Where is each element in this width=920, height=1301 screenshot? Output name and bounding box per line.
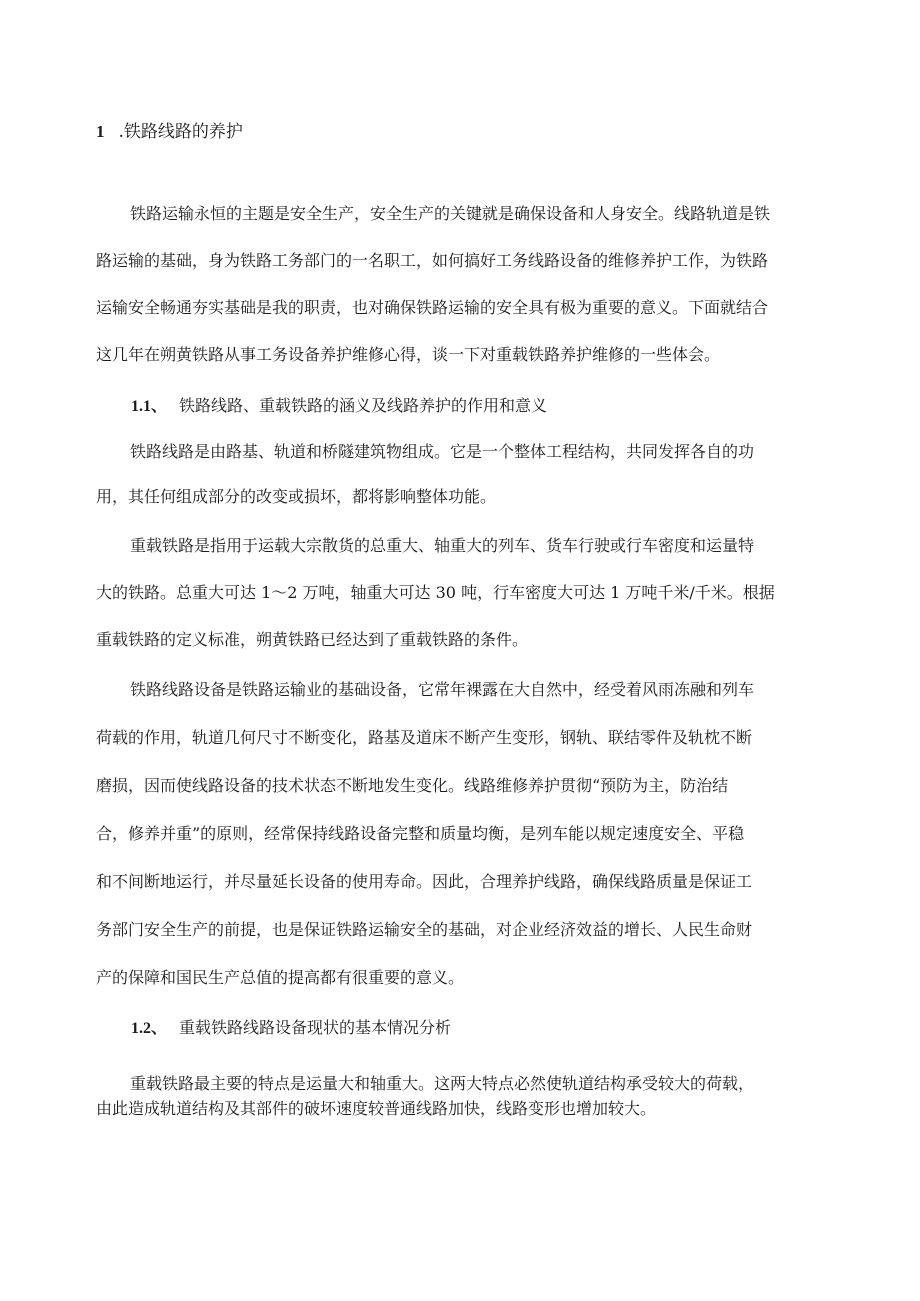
section-heading-1 <box>96 122 243 142</box>
text-line: 和不间断地运行，并尽量延长设备的使用寿命。因此，合理养护线路，确保线路质量是保证工 <box>96 872 753 891</box>
text-line: 合，修养并重”的原则，经常保持线路设备完整和质量均衡，是列车能以规定速度安全、平稳 <box>96 824 745 843</box>
text-line: 铁路运输永恒的主题是安全生产，安全生产的关键就是确保设备和人身安全。线路轨道是铁 <box>130 204 771 223</box>
section-title: 重载铁路线路设备现状的基本情况分析 <box>179 1018 452 1037</box>
section-heading-1-1 <box>131 396 547 417</box>
text-line: 务部门安全生产的前提，也是保证铁路运输安全的基础，对企业经济效益的增长、人民生命财 <box>96 920 753 939</box>
heading-number: 1 <box>96 122 105 141</box>
text-line: 路运输的基础，身为铁路工务部门的一名职工，如何搞好工务线路设备的维修养护工作，为铁路 <box>96 251 769 270</box>
text-line: 这几年在朔黄铁路从事工务设备养护维修心得，谈一下对重载铁路养护维修的一些体会。 <box>96 345 721 364</box>
text-line: 由此造成轨道结构及其部件的破坏速度较普通线路加快，线路变形也增加较大。 <box>96 1099 657 1118</box>
text-line: 重载铁路最主要的特点是运量大和轴重大。这两大特点必然使轨道结构承受较大的荷载， <box>130 1074 755 1093</box>
section-number: 1.1、 <box>131 398 168 415</box>
text-line: 磨损，因而使线路设备的技术状态不断地发生变化。线路维修养护贯彻“预防为主，防治结 <box>96 776 729 795</box>
text-line: 铁路线路是由路基、轨道和桥隧建筑物组成。它是一个整体工程结构，共同发挥各自的功 <box>130 442 755 461</box>
text-line: 用，其任何组成部分的改变或损坏，都将影响整体功能。 <box>96 487 497 506</box>
text-line: 运输安全畅通夯实基础是我的职责，也对确保铁路运输的安全具有极为重要的意义。下面就结合 <box>96 298 769 317</box>
text-line: 铁路线路设备是铁路运输业的基础设备，它常年裸露在大自然中，经受着风雨冻融和列车 <box>130 680 755 699</box>
text-line: 重载铁路的定义标准，朔黄铁路已经达到了重载铁路的条件。 <box>96 630 529 649</box>
text-line: 大的铁路。总重大可达 1～2 万吨，轴重大可达 30 吨，行车密度大可达 1 万吨千米/千米。根据 <box>96 583 775 602</box>
text-line: 产的保障和国民生产总值的提高都有很重要的意义。 <box>96 968 465 987</box>
text-line: 荷载的作用，轨道几何尺寸不断变化，路基及道床不断产生变形，钢轨、联结零件及轨枕不断 <box>96 728 753 747</box>
section-title: 铁路线路、重载铁路的涵义及线路养护的作用和意义 <box>179 396 548 415</box>
text-line: 重载铁路是指用于运载大宗散货的总重大、轴重大的列车、货车行驶或行车密度和运量特 <box>130 536 755 555</box>
heading-title: .铁路线路的养护 <box>118 122 243 142</box>
section-number: 1.2、 <box>131 1020 168 1037</box>
section-heading-1-2 <box>131 1018 451 1039</box>
